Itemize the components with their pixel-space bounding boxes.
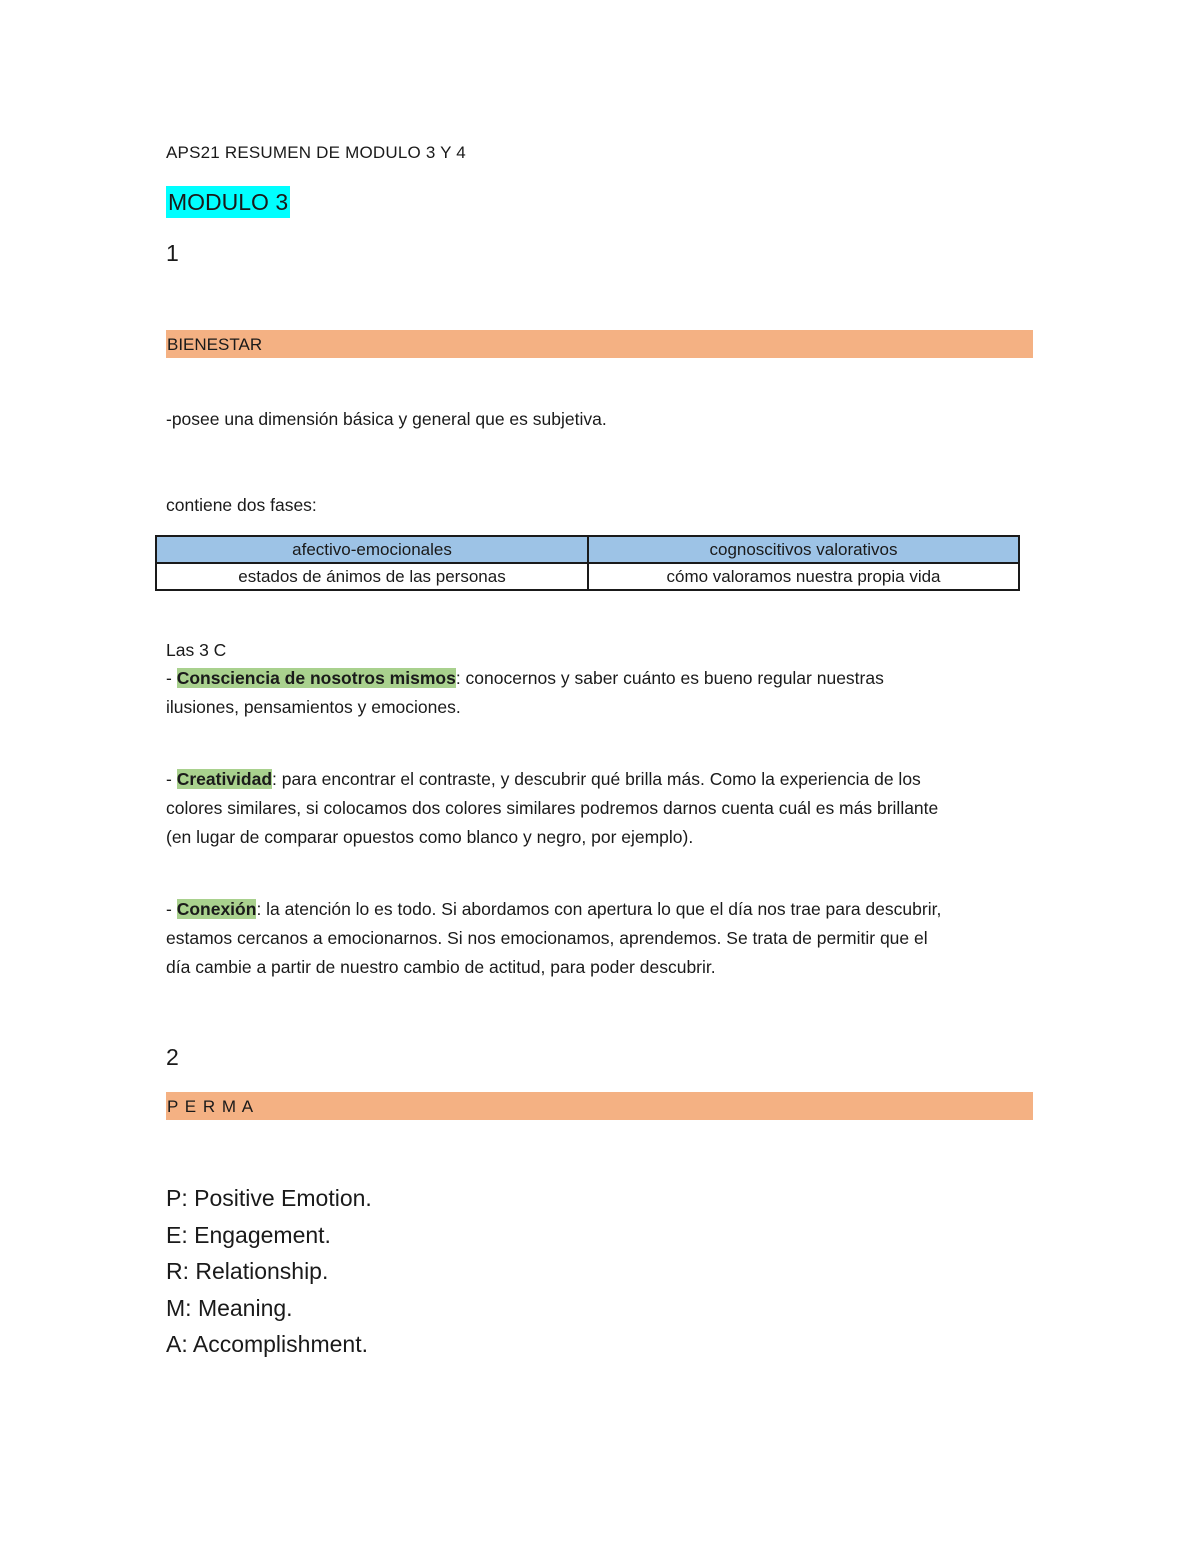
table-cell: cómo valoramos nuestra propia vida <box>588 563 1019 590</box>
three-c-item-line: día cambie a partir de nuestro cambio de actitud, para poder descubrir. <box>166 957 716 977</box>
three-c-item-line <box>166 895 941 924</box>
three-c-description: : conocernos y saber cuánto es bueno regular nuestras <box>455 668 884 688</box>
three-c-prefix: - <box>166 899 177 919</box>
section-bar-bienestar <box>166 330 1033 358</box>
three-c-item-line: estamos cercanos a emocionarnos. Si nos emocionamos, aprendemos. Se trata de permitir que el <box>166 928 928 948</box>
table-row <box>156 563 1019 590</box>
three-c-item-conexion <box>166 895 941 982</box>
three-c-prefix: - <box>166 769 177 789</box>
three-c-title: Las 3 C <box>166 640 227 660</box>
three-c-term: Creatividad <box>176 769 273 789</box>
perma-item: R: Relationship. <box>166 1258 329 1284</box>
phases-intro: contiene dos fases: <box>166 495 317 515</box>
section-number-1: 1 <box>166 240 179 266</box>
phases-table <box>155 535 1020 591</box>
module-heading: MODULO 3 <box>166 186 290 218</box>
three-c-term: Consciencia de nosotros mismos <box>176 668 456 688</box>
table-header-cell: afectivo-emocionales <box>156 536 588 563</box>
perma-item: A: Accomplishment. <box>166 1331 368 1357</box>
section-bar-perma <box>166 1092 1033 1120</box>
three-c-item-consciencia <box>166 664 884 722</box>
three-c-item-line: colores similares, si colocamos dos colores similares podremos darnos cuenta cuál es más brillante <box>166 798 939 818</box>
three-c-description: : la atención lo es todo. Si abordamos con apertura lo que el día nos trae para descubrir, <box>256 899 942 919</box>
section-bar-label: BIENESTAR <box>167 335 263 354</box>
three-c-item-line: ilusiones, pensamientos y emociones. <box>166 697 461 717</box>
three-c-term: Conexión <box>176 899 257 919</box>
table-cell: estados de ánimos de las personas <box>156 563 588 590</box>
three-c-item-line: (en lugar de comparar opuestos como blanco y negro, por ejemplo). <box>166 827 694 847</box>
three-c-item-line <box>166 664 884 693</box>
three-c-description: : para encontrar el contraste, y descubrir qué brilla más. Como la experiencia de los <box>272 769 921 789</box>
dimension-text: -posee una dimensión básica y general que es subjetiva. <box>166 409 607 429</box>
table-header-row <box>156 536 1019 563</box>
perma-item: E: Engagement. <box>166 1221 331 1248</box>
document-title: APS21 RESUMEN DE MODULO 3 Y 4 <box>166 143 466 162</box>
section-bar-label: P E R M A <box>167 1097 255 1116</box>
three-c-item-creatividad <box>166 765 938 852</box>
perma-item: P: Positive Emotion. <box>166 1185 372 1211</box>
perma-list <box>166 1180 372 1363</box>
table-header-cell: cognoscitivos valorativos <box>588 536 1019 563</box>
three-c-prefix: - <box>166 668 177 688</box>
section-number-2: 2 <box>166 1044 179 1070</box>
perma-item: M: Meaning. <box>166 1294 293 1321</box>
three-c-item-line <box>166 765 938 794</box>
